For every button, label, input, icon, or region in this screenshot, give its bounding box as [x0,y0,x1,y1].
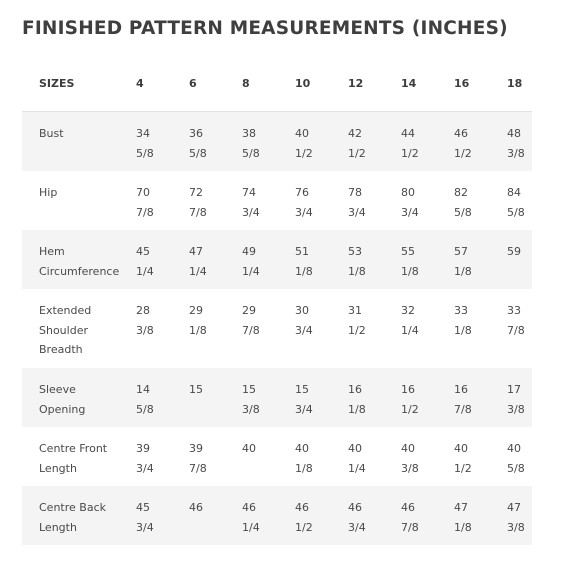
measurement-fraction: 3/8 [242,402,260,416]
row-label-line: Centre Front [39,442,108,455]
measurement-fraction: 1/2 [401,146,419,160]
measurement-fraction: 3/4 [295,323,313,337]
measurement-cell [189,368,242,427]
measurement-whole: 39 [189,442,203,455]
measurement-whole: 76 [295,186,309,199]
measurement-whole: 59 [507,245,521,258]
measurement-whole: 32 [401,304,415,317]
measurement-fraction: 3/4 [348,520,366,534]
measurement-cell [507,112,532,172]
measurement-cell [507,368,532,427]
row-label [39,183,131,203]
measurement-cell [189,486,242,545]
measurement-whole: 72 [189,186,203,199]
table-row [22,289,532,368]
measurement-whole: 14 [136,383,150,396]
row-label [39,498,131,537]
row-label [39,439,131,478]
measurement-fraction: 1/2 [348,146,366,160]
measurement-whole: 31 [348,304,362,317]
measurement-fraction: 3/4 [136,461,154,475]
measurement-whole: 16 [454,383,468,396]
measurement-whole: 40 [454,442,468,455]
row-label-line: Length [39,461,77,475]
measurement-cell [454,427,507,486]
measurement-whole: 40 [242,442,256,455]
measurement-cell [136,368,189,427]
measurement-cell [454,289,507,368]
measurement-cell [348,289,401,368]
measurement-cell [295,112,348,172]
measurement-cell [348,112,401,172]
measurement-fraction: 7/8 [507,323,525,337]
measurement-fraction: 1/2 [348,323,366,337]
measurement-whole: 53 [348,245,362,258]
measurement-whole: 46 [295,501,309,514]
measurement-cell [242,289,295,368]
measurement-cell [242,368,295,427]
row-label-cell [22,230,136,289]
row-label-cell [22,289,136,368]
measurement-whole: 47 [189,245,203,258]
measurement-fraction: 5/8 [507,461,525,475]
measurement-fraction: 3/4 [348,205,366,219]
measurement-whole: 70 [136,186,150,199]
measurement-fraction: 3/8 [507,520,525,534]
measurement-whole: 40 [507,442,521,455]
row-label-line: Circumference [39,264,120,278]
measurement-cell [136,171,189,230]
measurement-fraction: 1/4 [401,323,419,337]
measurement-fraction: 3/4 [136,520,154,534]
size-header: 16 [454,55,507,112]
page-title: FINISHED PATTERN MEASUREMENTS (INCHES) [22,18,508,39]
table-row [22,112,532,172]
measurements-table [22,55,532,545]
row-label [39,380,131,419]
row-label-line: Shoulder [39,323,88,337]
size-header: 14 [401,55,454,112]
measurement-cell [189,427,242,486]
measurement-fraction: 7/8 [189,461,207,475]
measurement-whole: 40 [401,442,415,455]
measurement-fraction: 3/8 [507,402,525,416]
measurement-cell [348,368,401,427]
measurement-cell [189,230,242,289]
measurement-whole: 46 [348,501,362,514]
measurement-fraction: 1/2 [295,520,313,534]
measurement-cell [136,427,189,486]
measurement-fraction: 3/8 [136,323,154,337]
measurement-fraction: 3/8 [401,461,419,475]
measurement-cell [242,230,295,289]
measurement-whole: 40 [295,127,309,140]
measurement-cell [295,171,348,230]
measurement-cell [401,368,454,427]
row-label-cell [22,427,136,486]
measurement-fraction: 1/2 [401,402,419,416]
table-row [22,171,532,230]
measurement-whole: 16 [401,383,415,396]
measurement-whole: 39 [136,442,150,455]
table-row [22,230,532,289]
measurement-cell [242,427,295,486]
measurement-whole: 15 [295,383,309,396]
measurement-whole: 36 [189,127,203,140]
size-header: 12 [348,55,401,112]
measurement-whole: 49 [242,245,256,258]
size-header: 6 [189,55,242,112]
measurement-whole: 29 [189,304,203,317]
row-label [39,301,131,360]
measurement-whole: 15 [189,383,203,396]
measurement-fraction: 1/8 [348,402,366,416]
measurement-whole: 82 [454,186,468,199]
measurement-fraction: 3/4 [295,402,313,416]
measurement-whole: 48 [507,127,521,140]
measurement-fraction: 1/2 [454,146,472,160]
measurement-cell [136,230,189,289]
measurement-whole: 45 [136,245,150,258]
measurement-fraction: 1/4 [242,520,260,534]
measurement-fraction: 1/8 [295,264,313,278]
measurement-whole: 84 [507,186,521,199]
measurement-fraction: 7/8 [189,205,207,219]
measurement-whole: 29 [242,304,256,317]
row-label-line: Breadth [39,343,83,356]
measurement-whole: 34 [136,127,150,140]
measurement-cell [242,171,295,230]
row-label-line: Extended [39,304,92,317]
measurement-whole: 30 [295,304,309,317]
measurement-fraction: 3/4 [242,205,260,219]
measurement-fraction: 1/8 [454,520,472,534]
measurement-fraction: 1/4 [189,264,207,278]
measurement-fraction: 1/8 [189,323,207,337]
row-label-cell [22,112,136,172]
measurement-fraction: 5/8 [242,146,260,160]
measurement-whole: 80 [401,186,415,199]
measurement-fraction: 1/8 [454,264,472,278]
measurement-cell [189,171,242,230]
measurement-whole: 16 [348,383,362,396]
measurement-cell [507,427,532,486]
measurement-cell [401,427,454,486]
measurement-whole: 17 [507,383,521,396]
size-header: 10 [295,55,348,112]
measurement-cell [507,289,532,368]
size-header: 18 [507,55,532,112]
measurement-cell [136,289,189,368]
row-label-cell [22,368,136,427]
measurement-cell [454,230,507,289]
measurement-fraction: 7/8 [136,205,154,219]
measurement-cell [454,171,507,230]
measurement-cell [507,486,532,545]
measurement-cell [295,368,348,427]
measurement-fraction: 1/4 [348,461,366,475]
measurement-fraction: 1/8 [454,323,472,337]
row-label-line: Hem [39,245,65,258]
measurement-cell [401,230,454,289]
measurement-whole: 55 [401,245,415,258]
row-label-line: Sleeve [39,383,76,396]
measurement-fraction: 5/8 [454,205,472,219]
measurement-cell [454,368,507,427]
row-label-line: Hip [39,186,58,199]
measurement-fraction: 1/8 [348,264,366,278]
measurement-fraction: 5/8 [136,146,154,160]
measurement-cell [189,112,242,172]
measurement-cell [401,112,454,172]
measurement-fraction: 1/2 [454,461,472,475]
table-header-row [22,55,532,112]
measurement-whole: 46 [401,501,415,514]
measurement-cell [348,486,401,545]
table-row [22,368,532,427]
measurement-whole: 57 [454,245,468,258]
sizes-header: SIZES [22,55,136,112]
measurement-cell [295,427,348,486]
measurement-fraction: 3/4 [295,205,313,219]
measurement-whole: 46 [189,501,203,514]
measurement-whole: 46 [242,501,256,514]
measurement-cell [295,289,348,368]
measurement-whole: 51 [295,245,309,258]
measurement-cell [189,289,242,368]
measurement-whole: 38 [242,127,256,140]
measurement-fraction: 1/4 [242,264,260,278]
measurement-fraction: 7/8 [454,402,472,416]
row-label [39,242,131,281]
measurement-fraction: 7/8 [242,323,260,337]
measurement-cell [454,486,507,545]
measurement-whole: 42 [348,127,362,140]
measurement-fraction: 1/2 [295,146,313,160]
measurement-fraction: 7/8 [401,520,419,534]
measurement-whole: 33 [507,304,521,317]
measurement-cell [348,427,401,486]
measurement-whole: 47 [454,501,468,514]
measurement-whole: 44 [401,127,415,140]
measurement-cell [242,486,295,545]
size-header: 8 [242,55,295,112]
measurement-cell [348,171,401,230]
measurement-whole: 15 [242,383,256,396]
row-label-line: Length [39,520,77,534]
row-label-cell [22,171,136,230]
measurement-fraction: 1/8 [295,461,313,475]
measurement-cell [507,230,532,289]
measurement-whole: 78 [348,186,362,199]
measurement-fraction: 5/8 [507,205,525,219]
measurement-fraction: 3/4 [401,205,419,219]
size-header: 4 [136,55,189,112]
measurement-cell [295,486,348,545]
measurement-cell [242,112,295,172]
row-label-cell [22,486,136,545]
table-row [22,427,532,486]
measurement-fraction: 1/8 [401,264,419,278]
row-label-line: Opening [39,402,86,416]
measurement-cell [454,112,507,172]
measurement-fraction: 5/8 [189,146,207,160]
row-label-line: Bust [39,127,64,140]
measurement-whole: 28 [136,304,150,317]
measurement-whole: 33 [454,304,468,317]
measurement-cell [295,230,348,289]
row-label-line: Centre Back [39,501,106,514]
measurement-cell [507,171,532,230]
measurement-whole: 40 [295,442,309,455]
table-row [22,486,532,545]
measurement-cell [136,112,189,172]
measurement-whole: 45 [136,501,150,514]
measurement-cell [401,486,454,545]
measurement-fraction: 5/8 [136,402,154,416]
measurement-fraction: 1/4 [136,264,154,278]
measurement-whole: 74 [242,186,256,199]
measurement-cell [401,171,454,230]
measurements-table-container [22,55,532,547]
measurement-cell [348,230,401,289]
measurement-cell [401,289,454,368]
measurement-whole: 47 [507,501,521,514]
measurement-whole: 46 [454,127,468,140]
measurement-fraction: 3/8 [507,146,525,160]
row-label [39,124,131,144]
measurement-cell [136,486,189,545]
measurement-whole: 40 [348,442,362,455]
